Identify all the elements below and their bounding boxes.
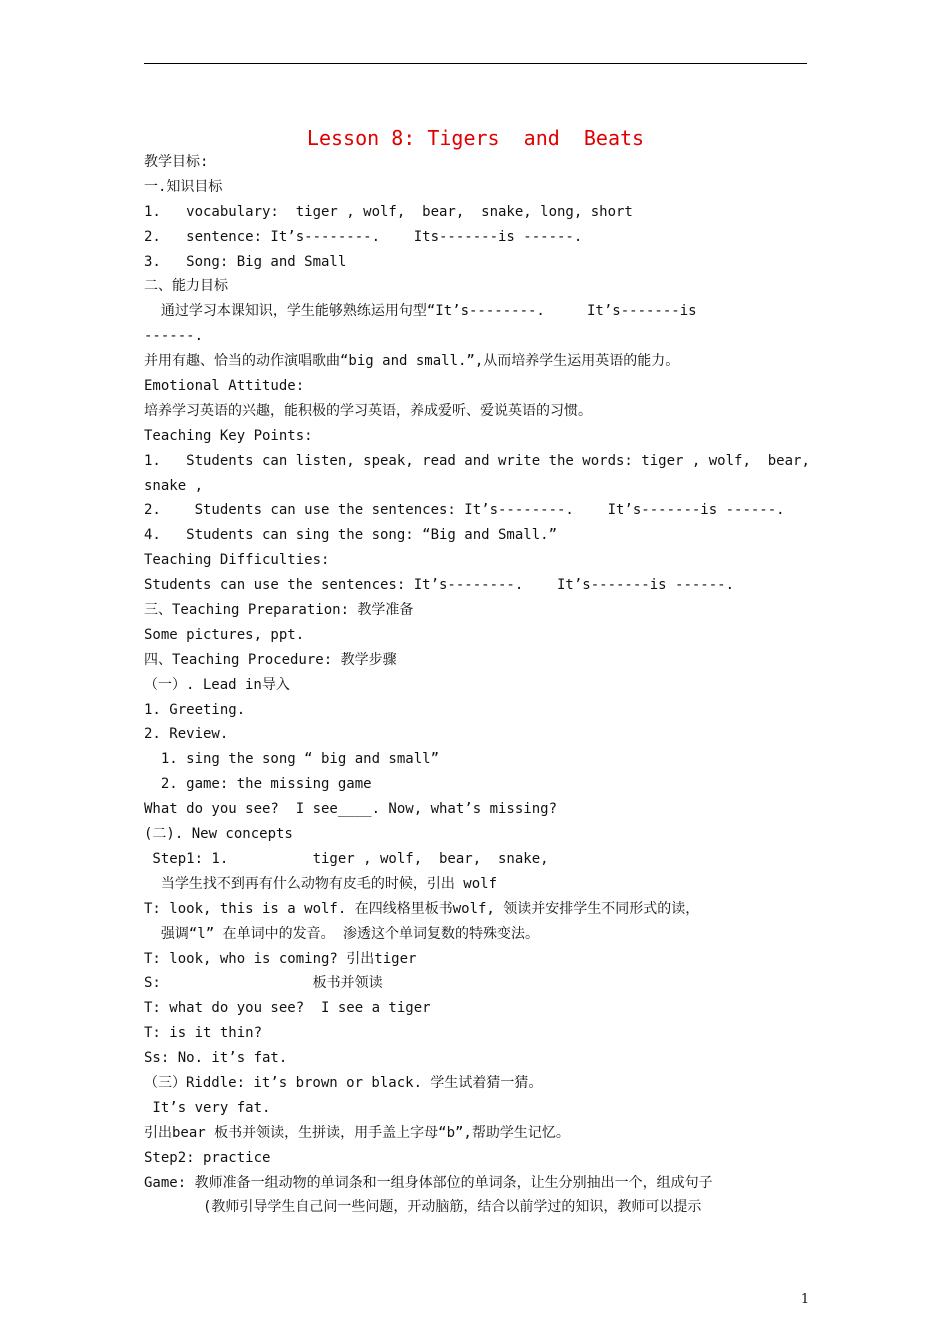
page-number: 1	[800, 1292, 810, 1307]
lesson-title: Lesson 8: Tigers and Beats	[306, 126, 645, 150]
text-line: What do you see? I see____. Now, what’s missing?	[144, 801, 558, 818]
text-line: 引出bear 板书并领读，生拼读，用手盖上字母“b”,帮助学生记忆。	[144, 1124, 570, 1141]
text-line: 四、Teaching Procedure: 教学步骤	[144, 651, 397, 668]
text-line: 当学生找不到再有什么动物有皮毛的时候，引出 wolf	[144, 875, 497, 892]
header-rule	[144, 63, 807, 64]
text-line: It’s very fat.	[144, 1099, 271, 1116]
text-line: （三）Riddle: it’s brown or black. 学生试着猜一猜。	[144, 1074, 543, 1091]
text-line: T: what do you see? I see a tiger	[144, 1000, 431, 1017]
text-line: 通过学习本课知识，学生能够熟练运用句型“It’s--------. It’s-------is	[144, 303, 697, 320]
text-line: 1. sing the song “ big and small”	[144, 751, 440, 768]
text-line: T: look, this is a wolf. 在四线格里板书wolf, 领读并安排学生不同形式的读，	[144, 900, 700, 917]
text-line: Teaching Difficulties:	[144, 552, 330, 569]
text-line: 2. Students can use the sentences: It’s--------. It’s-------is ------.	[144, 502, 785, 519]
text-line: 一.知识目标	[144, 178, 223, 195]
text-line: Ss: No. it’s fat.	[144, 1050, 288, 1067]
text-line: 并用有趣、恰当的动作演唱歌曲“big and small.”,从而培养学生运用英语的能力。	[144, 353, 680, 370]
text-line: 2. Review.	[144, 726, 229, 743]
text-line: S: 板书并领读	[144, 975, 383, 992]
text-line: T: is it thin?	[144, 1025, 263, 1042]
text-line: Step1: 1. tiger , wolf, bear, snake,	[144, 850, 549, 867]
text-line: 1. Greeting.	[144, 701, 246, 718]
body-text	[144, 150, 810, 1220]
text-line: 4. Students can sing the song: “Big and Small.”	[144, 527, 558, 544]
text-line: Students can use the sentences: It’s--------. It’s-------is ------.	[144, 577, 735, 594]
text-line: 1. Students can listen, speak, read and write the words: tiger , wolf, bear,	[144, 452, 810, 469]
text-line: Some pictures, ppt.	[144, 626, 305, 643]
text-line: T: look, who is coming? 引出tiger	[144, 950, 417, 967]
text-line: 2. game: the missing game	[144, 776, 372, 793]
text-line: Teaching Key Points:	[144, 427, 313, 444]
text-line: ------.	[144, 328, 204, 345]
text-line: 2. sentence: It’s--------. Its-------is ------.	[144, 228, 583, 245]
text-line: （一）. Lead in导入	[144, 676, 290, 693]
text-line: 培养学习英语的兴趣，能积极的学习英语，养成爱听、爱说英语的习惯。	[144, 402, 592, 419]
text-line: (教师引导学生自己问一些问题，开动脑筋，结合以前学过的知识，教师可以提示	[144, 1199, 702, 1216]
text-line: (二). New concepts	[144, 826, 293, 843]
text-line: 1. vocabulary: tiger , wolf, bear, snake, long, short	[144, 203, 633, 220]
text-line: 二、能力目标	[144, 278, 228, 295]
text-line: 三、Teaching Preparation: 教学准备	[144, 602, 414, 619]
text-line: 强调“l” 在单词中的发音。 渗透这个单词复数的特殊变法。	[144, 925, 539, 942]
text-line: snake ,	[144, 477, 204, 494]
text-line: Game: 教师准备一组动物的单词条和一组身体部位的单词条，让生分别抽出一个，组成句子	[144, 1174, 713, 1191]
text-line: 教学目标:	[144, 154, 209, 170]
text-line: Step2: practice	[144, 1149, 271, 1166]
text-line: 3. Song: Big and Small	[144, 253, 347, 270]
text-line: Emotional Attitude:	[144, 378, 305, 395]
